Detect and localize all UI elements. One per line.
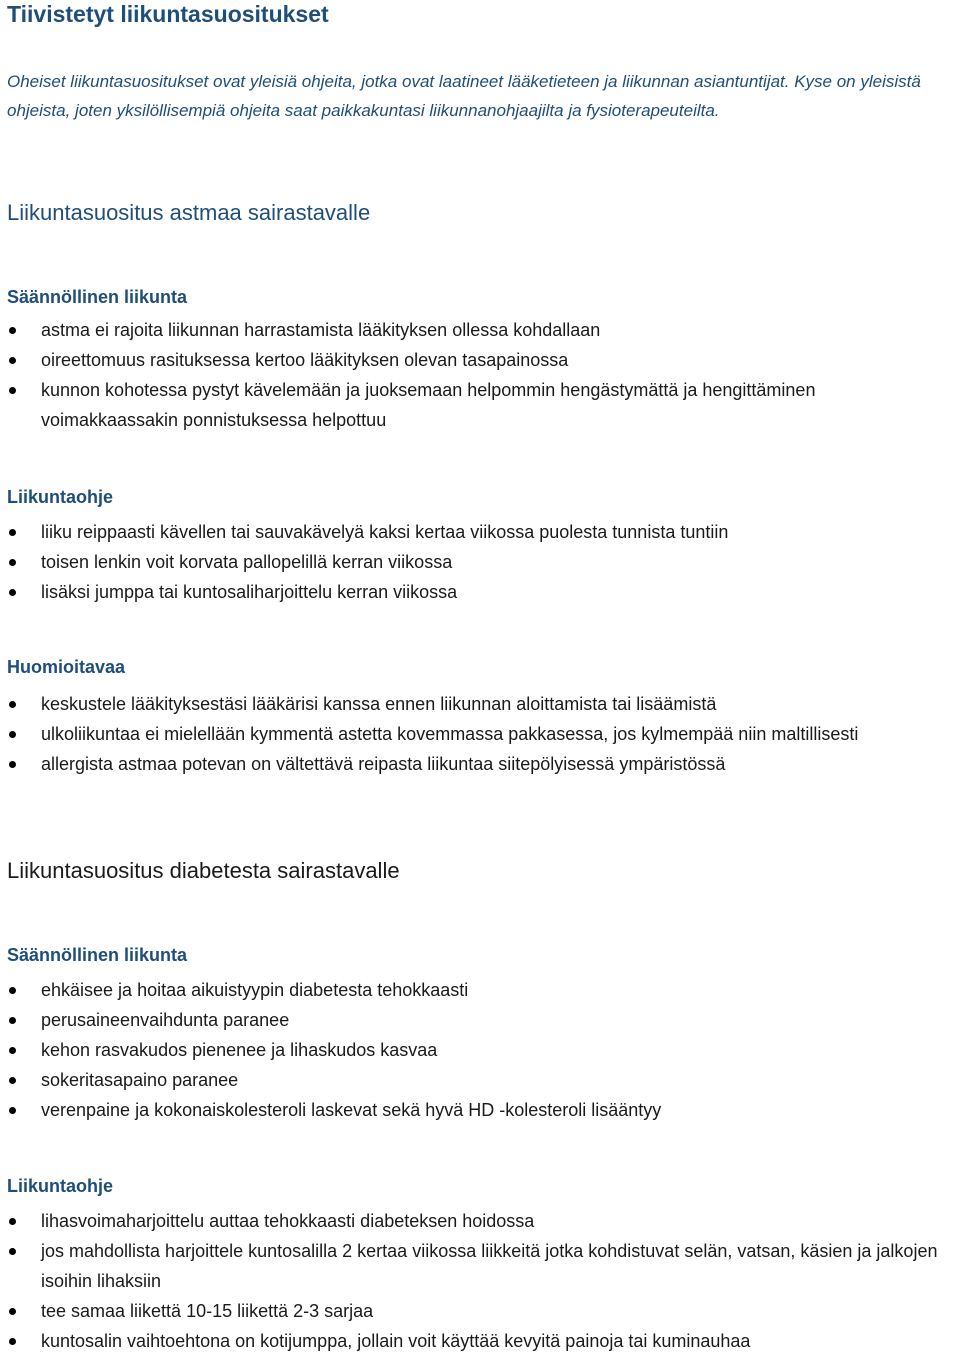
list-item: sokeritasapaino paranee <box>0 1065 960 1095</box>
list-item: oireettomuus rasituksessa kertoo lääkityksen olevan tasapainossa <box>0 345 960 375</box>
list-item: verenpaine ja kokonaiskolesteroli laskevat sekä hyvä HD -kolesteroli lisääntyy <box>0 1095 960 1125</box>
diabetes-regular-exercise-list <box>0 975 960 1125</box>
asthma-notes-list <box>0 689 960 779</box>
list-item: lihasvoimaharjoittelu auttaa tehokkaasti diabeteksen hoidossa <box>0 1206 960 1236</box>
list-item: kuntosalin vaihtoehtona on kotijumppa, jollain voit käyttää kevyitä painoja tai kuminauhaa <box>0 1326 960 1355</box>
asthma-notes-heading: Huomioitavaa <box>7 657 126 677</box>
list-item: ulkoliikuntaa ei mielellään kymmentä astetta kovemmassa pakkasessa, jos kylmempää niin maltillisesti <box>0 719 960 749</box>
intro-paragraph: Oheiset liikuntasuositukset ovat yleisiä ohjeita, jotka ovat laatineet lääketieteen ja liikunnan asiantuntijat. Kyse on yleisistä ohjeista, joten yksilöllisempiä ohjeita saat paikkakuntasi liikunnanohjaajilta ja fysioterapeuteilta. <box>7 72 921 120</box>
asthma-exercise-instructions-list <box>0 517 960 607</box>
list-item: astma ei rajoita liikunnan harrastamista lääkityksen ollessa kohdallaan <box>0 315 960 345</box>
list-item: keskustele lääkityksestäsi lääkärisi kanssa ennen liikunnan aloittamista tai lisäämistä <box>0 689 960 719</box>
asthma-regular-exercise-heading: Säännöllinen liikunta <box>7 287 188 307</box>
diabetes-exercise-instructions-list <box>0 1206 960 1355</box>
list-item: allergista astmaa potevan on vältettävä reipasta liikuntaa siitepölyisessä ympäristössä <box>0 749 960 779</box>
list-item: jos mahdollista harjoittele kuntosalilla 2 kertaa viikossa liikkeitä jotka kohdistuvat selän, vatsan, käsien ja jalkojen isoihin lihaksiin <box>0 1236 960 1296</box>
list-item: liiku reippaasti kävellen tai sauvakävelyä kaksi kertaa viikossa puolesta tunnista tuntiin <box>0 517 960 547</box>
section-title-diabetes: Liikuntasuositus diabetesta sairastavalle <box>7 858 400 883</box>
list-item: kehon rasvakudos pienenee ja lihaskudos kasvaa <box>0 1035 960 1065</box>
list-item: perusaineenvaihdunta paranee <box>0 1005 960 1035</box>
diabetes-regular-exercise-heading: Säännöllinen liikunta <box>7 945 188 965</box>
list-item: ehkäisee ja hoitaa aikuistyypin diabetesta tehokkaasti <box>0 975 960 1005</box>
list-item: lisäksi jumppa tai kuntosaliharjoittelu kerran viikossa <box>0 577 960 607</box>
list-item: kunnon kohotessa pystyt kävelemään ja juoksemaan helpommin hengästymättä ja hengittäminen voimakkaassakin ponnistuksessa helpottuu <box>0 375 960 435</box>
asthma-exercise-instructions-heading: Liikuntaohje <box>7 487 114 507</box>
section-title-asthma: Liikuntasuositus astmaa sairastavalle <box>7 200 371 225</box>
list-item: toisen lenkin voit korvata pallopelillä kerran viikossa <box>0 547 960 577</box>
list-item: tee samaa liikettä 10-15 liikettä 2-3 sarjaa <box>0 1296 960 1326</box>
document-title: Tiivistetyt liikuntasuositukset <box>7 1 329 27</box>
asthma-regular-exercise-list <box>0 315 960 435</box>
diabetes-exercise-instructions-heading: Liikuntaohje <box>7 1176 114 1196</box>
